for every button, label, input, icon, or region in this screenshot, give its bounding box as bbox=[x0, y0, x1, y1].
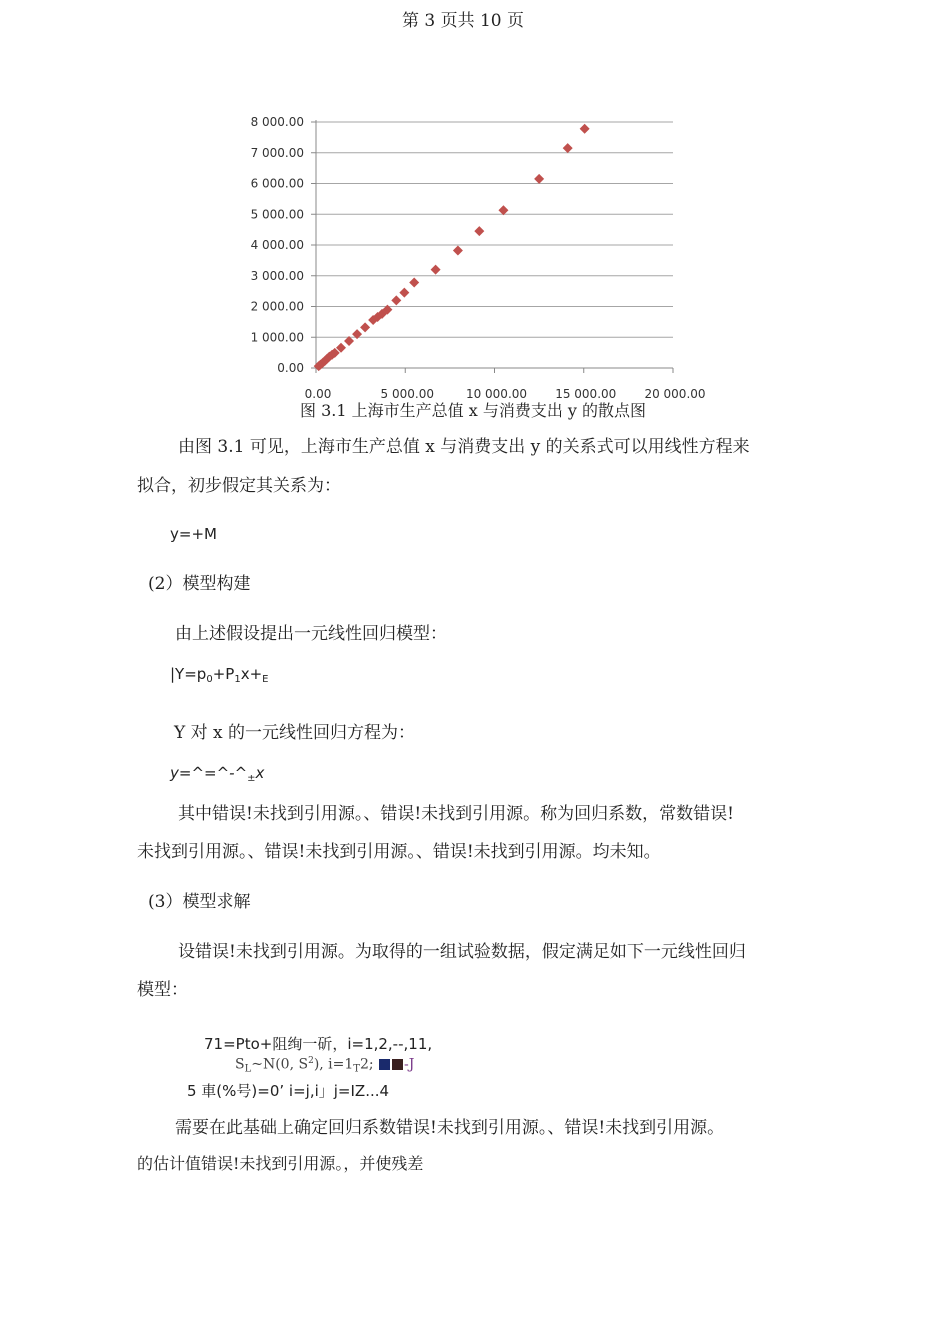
data-point bbox=[563, 143, 573, 153]
formula-part: ~N(0, S bbox=[251, 1056, 309, 1073]
formula-error-distribution bbox=[235, 1056, 414, 1075]
x-tick-label: 0.00 bbox=[304, 387, 332, 401]
paragraph-5-line-1: 设错误!未找到引用源。为取得的一组试验数据，假定满足如下一元线性回归 bbox=[178, 942, 746, 962]
formula-regression-model bbox=[170, 665, 268, 685]
scatter-chart bbox=[230, 108, 720, 408]
formula-part: |Y=p bbox=[170, 665, 207, 683]
data-point bbox=[453, 246, 463, 256]
y-tick-label: 1 000.00 bbox=[250, 330, 304, 345]
data-point bbox=[474, 226, 484, 236]
data-point bbox=[580, 124, 590, 134]
formula-subscript: ± bbox=[247, 773, 256, 784]
formula-subscript: T bbox=[353, 1063, 360, 1075]
formula-part: -J bbox=[404, 1056, 415, 1073]
y-tick-label: 6 000.00 bbox=[250, 176, 304, 191]
formula-part: x+ bbox=[240, 665, 263, 683]
chart-tick-labels bbox=[251, 115, 706, 401]
y-tick-label: 0.00 bbox=[277, 361, 304, 375]
y-tick-label: 8 000.00 bbox=[250, 115, 304, 129]
paragraph-2: 由上述假设提出一元线性回归模型： bbox=[175, 624, 447, 644]
formula-part: x bbox=[255, 764, 265, 782]
x-tick-label: 20 000.00 bbox=[644, 387, 706, 401]
garbled-glyph-square bbox=[392, 1059, 403, 1070]
data-point bbox=[431, 265, 441, 275]
paragraph-4-line-1: 其中错误!未找到引用源。、错误!未找到引用源。称为回归系数，常数错误! bbox=[178, 804, 734, 824]
x-tick-label: 10 000.00 bbox=[465, 387, 528, 401]
formula-linear-model: y=+M bbox=[170, 525, 217, 543]
paragraph-3: Y 对 x 的一元线性回归方程为： bbox=[174, 723, 416, 743]
paragraph-1-line-1: 由图 3.1 可见，上海市生产总值 x 与消费支出 y 的关系式可以用线性方程来 bbox=[178, 437, 750, 457]
chart-points bbox=[314, 124, 590, 371]
formula-regression-equation bbox=[170, 764, 264, 784]
formula-subscript: 1 bbox=[234, 674, 241, 685]
formula-part: 2; bbox=[359, 1056, 374, 1073]
formula-subscript: L bbox=[244, 1063, 252, 1075]
data-point bbox=[391, 295, 401, 305]
paragraph-1-line-2: 拟合，初步假定其关系为： bbox=[137, 476, 341, 496]
figure-caption: 图 3.1 上海市生产总值 x 与消费支出 y 的散点图 bbox=[300, 401, 647, 420]
formula-part: ), i=1 bbox=[313, 1056, 354, 1073]
paragraph-4-line-2: 未找到引用源。、错误!未找到引用源。、错误!未找到引用源。均未知。 bbox=[137, 842, 661, 862]
page-number-header: 第 3 页共 10 页 bbox=[401, 11, 525, 31]
x-tick-label: 15 000.00 bbox=[555, 387, 617, 401]
section-heading-model-solution: (3）模型求解 bbox=[148, 892, 251, 912]
paragraph-5-line-2: 模型： bbox=[137, 980, 188, 1000]
formula-covariance-condition: 5 車(%号)=0’ i=j,i」j=IZ...4 bbox=[187, 1082, 390, 1100]
x-tick-label: 5 000.00 bbox=[380, 387, 434, 401]
paragraph-6-line-2: 的估计值错误!未找到引用源。，并使残差 bbox=[137, 1154, 424, 1173]
garbled-glyph-square bbox=[379, 1059, 390, 1070]
formula-part: S bbox=[235, 1056, 245, 1073]
chart-axes bbox=[311, 120, 673, 373]
data-point bbox=[399, 288, 409, 298]
data-point bbox=[534, 174, 544, 184]
paragraph-6-line-1: 需要在此基础上确定回归系数错误!未找到引用源。、错误!未找到引用源。 bbox=[175, 1118, 725, 1138]
chart-gridlines bbox=[316, 122, 673, 337]
y-tick-label: 4 000.00 bbox=[250, 238, 304, 252]
y-tick-label: 2 000.00 bbox=[250, 299, 304, 314]
formula-part: y=^=^-^ bbox=[170, 764, 248, 782]
y-tick-label: 3 000.00 bbox=[250, 268, 304, 283]
y-tick-label: 5 000.00 bbox=[250, 207, 304, 222]
y-tick-label: 7 000.00 bbox=[250, 145, 304, 160]
formula-subscript: E bbox=[262, 674, 269, 685]
formula-superscript: 2 bbox=[308, 1056, 314, 1066]
formula-subscript: 0 bbox=[206, 674, 213, 685]
section-heading-model-construction: (2）模型构建 bbox=[148, 574, 251, 594]
formula-part: +P bbox=[212, 665, 235, 683]
data-point bbox=[409, 278, 419, 288]
data-point bbox=[360, 322, 370, 332]
formula-sample-model: 71=Pto+阻绚一斫，i=1,2,--,11, bbox=[204, 1035, 433, 1053]
